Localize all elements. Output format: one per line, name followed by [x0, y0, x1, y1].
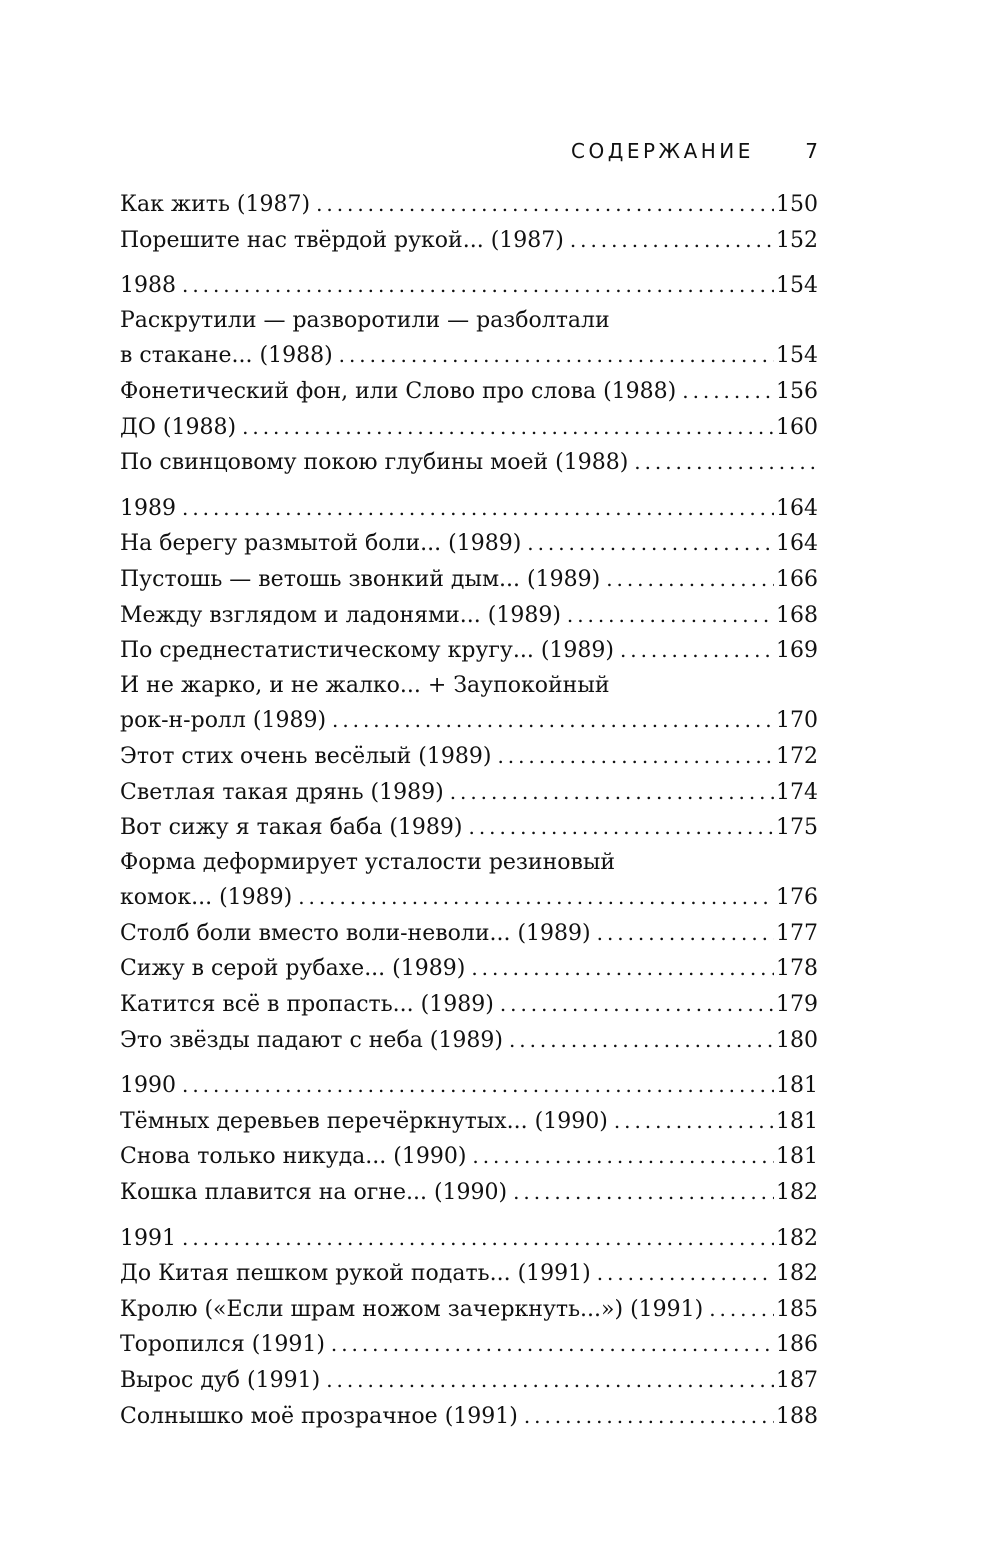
toc-entry-page-number: 181 [776, 1144, 818, 1170]
toc-entry-line [120, 916, 818, 952]
toc-entry-page-number: 178 [776, 956, 818, 982]
toc-section-heading [120, 1221, 818, 1257]
toc-entry-line [120, 1023, 818, 1059]
toc-entry-line [120, 1399, 818, 1435]
toc-entry [120, 1023, 818, 1059]
toc-entry-line [120, 1068, 818, 1104]
toc-entry-page-number: 175 [776, 815, 818, 841]
toc-entry [120, 598, 818, 634]
toc-entry-title: ДО (1988) [120, 414, 237, 440]
toc-entry-page-number: 170 [776, 708, 818, 734]
toc-entry-page-number: 182 [776, 1225, 818, 1251]
toc-entry-title: Порешите нас твёрдой рукой... (1987) [120, 227, 564, 253]
toc-entry-line [120, 338, 818, 374]
toc-entry-page-number: 164 [776, 531, 818, 557]
table-of-contents [120, 187, 818, 1434]
dot-leader [620, 633, 774, 668]
dot-leader [500, 987, 774, 1022]
toc-entry-title-line: Раскрутили — разворотили — разболтали [120, 307, 610, 333]
page-header [120, 136, 818, 166]
dot-leader [472, 1139, 774, 1174]
toc-entry-line [120, 1363, 818, 1399]
dot-leader [182, 491, 774, 526]
toc-entry [120, 526, 818, 562]
toc-entry [120, 633, 818, 669]
toc-entry-page-number: 179 [776, 992, 818, 1018]
toc-entry [120, 1175, 818, 1211]
toc-entry [120, 187, 818, 223]
toc-entry [120, 739, 818, 775]
toc-entry-title: Торопился (1991) [120, 1332, 325, 1358]
toc-entry-page-number: 150 [776, 192, 818, 217]
toc-entry-page-number: 182 [776, 1180, 818, 1206]
toc-entry [120, 223, 818, 259]
dot-leader [316, 187, 774, 222]
toc-entry [120, 1363, 818, 1399]
dot-leader [597, 1256, 774, 1291]
running-title: СОДЕРЖАНИЕ [571, 139, 754, 163]
toc-entry [120, 410, 818, 446]
toc-entry-page-number: 172 [776, 743, 818, 769]
toc-entry-page-number: 152 [776, 227, 818, 253]
toc-entry-line [120, 445, 818, 481]
toc-entry-title: Катится всё в пропасть... (1989) [120, 992, 494, 1018]
dot-leader [709, 1292, 774, 1327]
toc-entry-title: Это звёзды падают с неба (1989) [120, 1027, 503, 1053]
dot-leader [513, 1175, 774, 1210]
toc-entry [120, 562, 818, 598]
toc-entry-page-number: 181 [776, 1108, 818, 1134]
toc-entry-line [120, 598, 818, 634]
toc-entry-line [120, 1292, 818, 1328]
toc-entry [120, 445, 818, 481]
toc-entry-title: Сижу в серой рубахе... (1989) [120, 956, 466, 982]
toc-entry-line [120, 1175, 818, 1211]
toc-entry-title: Между взглядом и ладонями... (1989) [120, 602, 561, 628]
dot-leader [509, 1023, 774, 1058]
dot-leader [182, 1221, 774, 1256]
toc-entry-page-number: 166 [776, 566, 818, 592]
toc-entry-title: Светлая такая дрянь (1989) [120, 779, 444, 805]
toc-entry-line [120, 526, 818, 562]
toc-entry-line [120, 987, 818, 1023]
toc-entry-title: Солнышко моё прозрачное (1991) [120, 1403, 518, 1429]
toc-entry-title: Как жить (1987) [120, 192, 311, 217]
toc-entry [120, 1327, 818, 1363]
dot-leader [242, 410, 774, 445]
dot-leader [682, 374, 774, 409]
toc-entry-page-number: 174 [776, 779, 818, 805]
toc-entry-page-number: 160 [776, 414, 818, 440]
toc-entry-title: рок-н-ролл (1989) [120, 708, 327, 734]
dot-leader [298, 880, 774, 915]
toc-section-heading [120, 491, 818, 527]
toc-entry-title: Снова только никуда... (1990) [120, 1144, 467, 1170]
toc-section-heading [120, 268, 818, 304]
dot-leader [524, 1399, 774, 1434]
toc-entry-title-line: И не жарко, и не жалко... + Заупокойный [120, 672, 610, 698]
toc-section-heading [120, 1068, 818, 1104]
toc-entry [120, 1139, 818, 1175]
toc-entry-line [120, 739, 818, 775]
toc-entry [120, 951, 818, 987]
dot-leader [606, 562, 774, 597]
toc-entry-title: 1989 [120, 495, 176, 521]
dot-leader [332, 703, 774, 738]
toc-entry-page-number: 180 [776, 1027, 818, 1053]
toc-entry-title: Вот сижу я такая баба (1989) [120, 815, 463, 841]
toc-entry-page-number: 164 [776, 495, 818, 521]
toc-entry-line [120, 1327, 818, 1363]
toc-entry [120, 304, 818, 374]
toc-entry-page-number: 168 [776, 602, 818, 628]
toc-entry-title: Кошка плавится на огне... (1990) [120, 1180, 508, 1206]
dot-leader [182, 1068, 774, 1103]
toc-entry-page-number: 182 [776, 1261, 818, 1287]
toc-entry [120, 846, 818, 916]
toc-entry-line [120, 491, 818, 527]
toc-entry-line [120, 374, 818, 410]
toc-entry-line [120, 810, 818, 846]
toc-entry-line [120, 1139, 818, 1175]
toc-entry-line [120, 410, 818, 446]
toc-entry [120, 374, 818, 410]
dot-leader [597, 916, 774, 951]
toc-entry-title: комок... (1989) [120, 885, 293, 911]
toc-entry [120, 1399, 818, 1435]
dot-leader [182, 268, 774, 303]
toc-entry-line [120, 1221, 818, 1257]
toc-entry-page-number: 181 [776, 1073, 818, 1099]
toc-entry-line [120, 562, 818, 598]
toc-entry-title: Кролю («Если шрам ножом зачеркнуть...») (1991) [120, 1296, 704, 1322]
dot-leader [634, 445, 816, 480]
toc-entry-line [120, 703, 818, 739]
toc-entry-title: 1991 [120, 1225, 176, 1251]
dot-leader [614, 1104, 774, 1139]
toc-entry-title: На берегу размытой боли... (1989) [120, 531, 522, 557]
dot-leader [326, 1363, 774, 1398]
toc-entry-line [120, 1256, 818, 1292]
toc-entry [120, 987, 818, 1023]
toc-entry-line [120, 951, 818, 987]
toc-entry-title: По свинцовому покою глубины моей (1988) [120, 450, 629, 476]
toc-entry-title: До Китая пешком рукой подать... (1991) [120, 1261, 591, 1287]
toc-entry [120, 810, 818, 846]
toc-entry-page-number: 156 [776, 378, 818, 404]
toc-entry-line [120, 775, 818, 811]
dot-leader [339, 338, 774, 373]
toc-entry-title: По среднестатистическому кругу... (1989) [120, 638, 614, 664]
dot-leader [567, 598, 774, 633]
toc-entry-page-number: 154 [776, 273, 818, 299]
toc-entry [120, 669, 818, 739]
toc-entry-page-number: 154 [776, 343, 818, 369]
dot-leader [331, 1327, 774, 1362]
dot-leader [570, 223, 774, 258]
toc-entry-title: Этот стих очень весёлый (1989) [120, 743, 492, 769]
toc-entry-title: в стакане... (1988) [120, 343, 333, 369]
toc-entry-page-number: 185 [776, 1296, 818, 1322]
toc-entry-page-number: 187 [776, 1368, 818, 1393]
toc-entry-line [120, 1104, 818, 1140]
toc-entry-page-number: 188 [776, 1403, 818, 1429]
dot-leader [471, 951, 774, 986]
toc-entry-page-number: 169 [776, 638, 818, 664]
dot-leader [469, 810, 774, 845]
toc-entry-title: Пустошь — ветошь звонкий дым... (1989) [120, 566, 601, 592]
toc-entry-title: Вырос дуб (1991) [120, 1368, 321, 1393]
toc-entry-page-number: 186 [776, 1332, 818, 1358]
toc-entry-line [120, 268, 818, 304]
dot-leader [497, 739, 774, 774]
toc-entry-title: Фонетический фон, или Слово про слова (1988) [120, 378, 677, 404]
toc-entry-page-number: 176 [776, 885, 818, 911]
toc-entry-line [120, 633, 818, 669]
toc-entry-title: 1990 [120, 1073, 176, 1099]
toc-entry [120, 1104, 818, 1140]
dot-leader [450, 775, 774, 810]
dot-leader [527, 526, 774, 561]
toc-entry-line [120, 880, 818, 916]
toc-entry [120, 775, 818, 811]
toc-entry [120, 1292, 818, 1328]
toc-entry [120, 916, 818, 952]
toc-entry [120, 1256, 818, 1292]
toc-entry-title: Тёмных деревьев перечёркнутых... (1990) [120, 1108, 608, 1134]
toc-entry-title-line: Форма деформирует усталости резиновый [120, 849, 616, 875]
toc-entry-title: Столб боли вместо воли-неволи... (1989) [120, 920, 591, 946]
toc-entry-line [120, 223, 818, 259]
toc-entry-line [120, 187, 818, 223]
page-number: 7 [805, 139, 818, 163]
toc-entry-title: 1988 [120, 273, 176, 299]
toc-entry-page-number: 177 [776, 920, 818, 946]
